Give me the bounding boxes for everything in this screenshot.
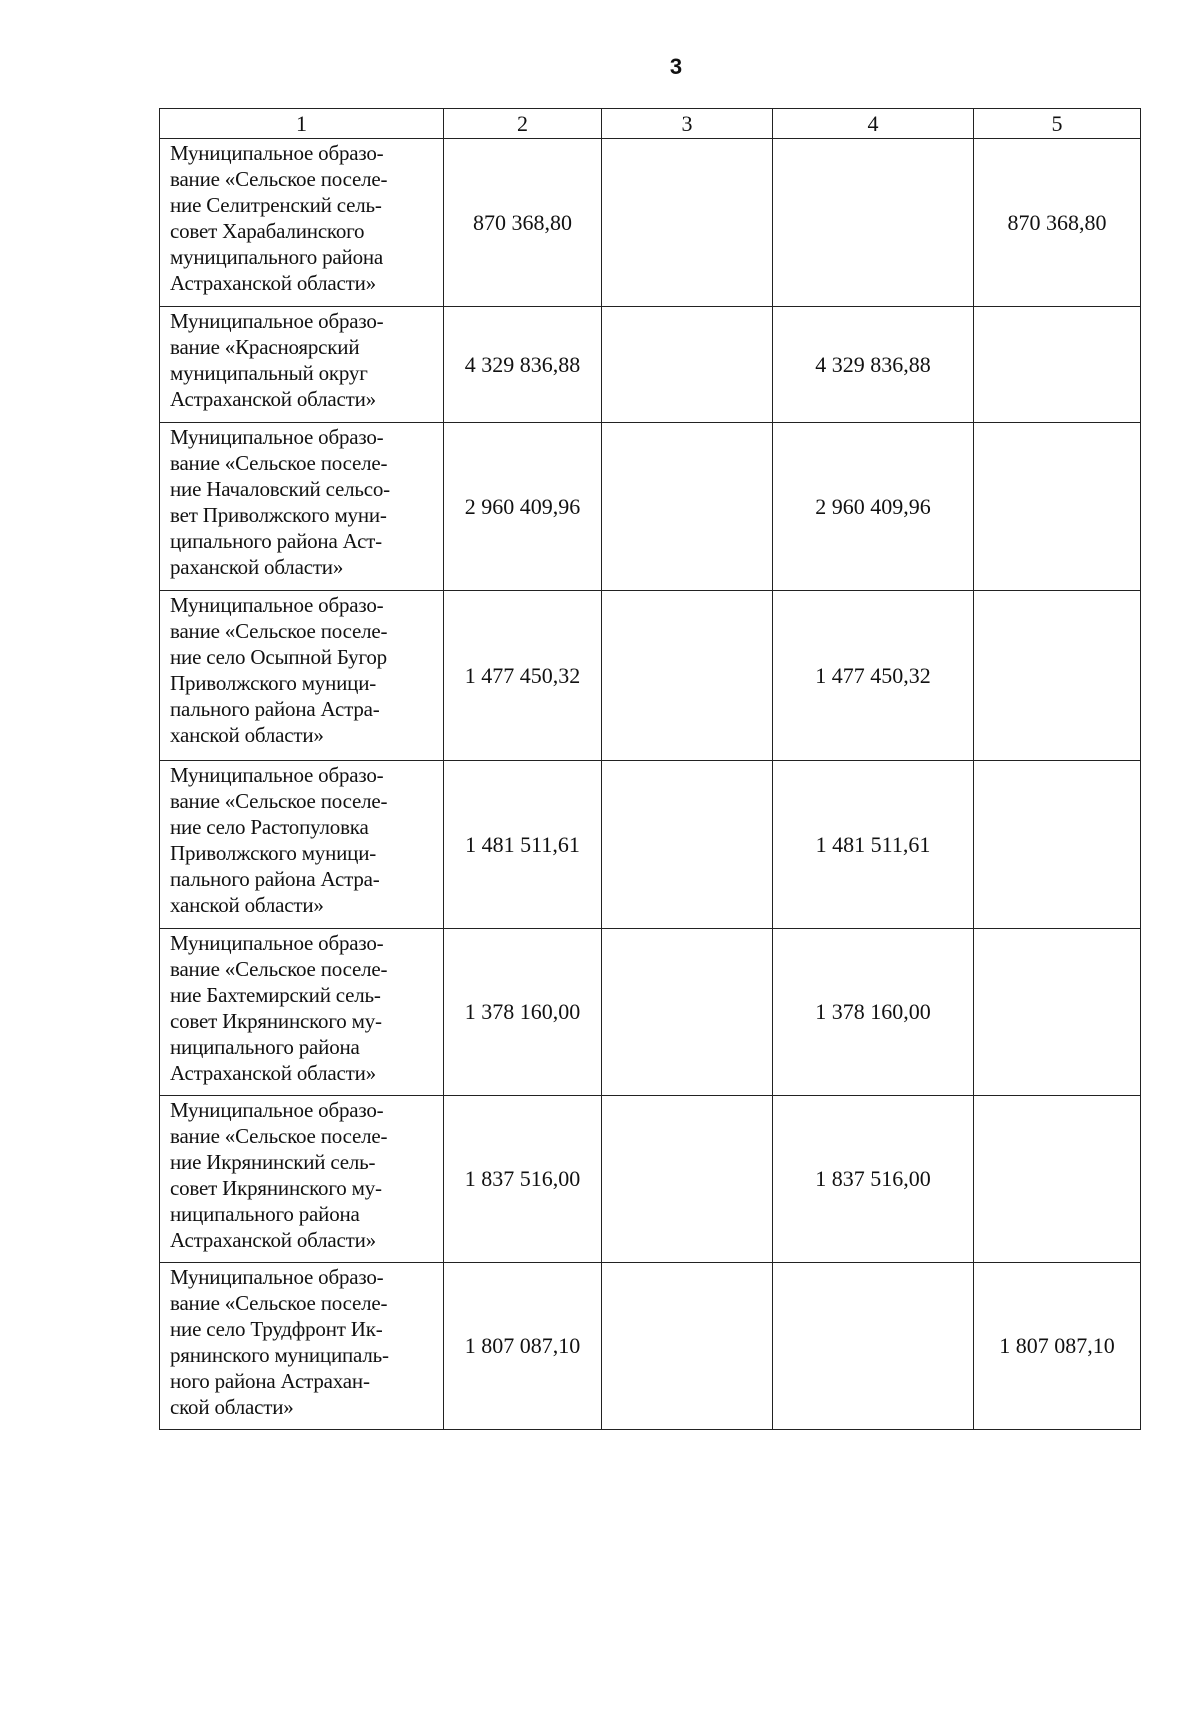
budget-allocation-table: [159, 108, 1141, 1430]
municipality-name-cell: Муниципальное образо- вание «Сельское поселе- ние село Осыпной Бугор Приволжского муници- пального района Астра- ханской области»: [160, 591, 444, 761]
municipality-name-cell: Муниципальное образо- вание «Сельское поселе- ние село Растопуловка Приволжского муници- пального района Астра- ханской области»: [160, 761, 444, 929]
amount-col4-cell: 1 837 516,00: [773, 1096, 974, 1263]
amount-col3-cell: [602, 929, 773, 1096]
amount-col5-cell: [974, 307, 1141, 423]
column-header-5: 5: [974, 109, 1141, 139]
amount-col5-cell: [974, 591, 1141, 761]
municipality-name-cell: Муниципальное образо- вание «Сельское поселе- ние Бахтемирский сель- совет Икрянинского му- ниципального района Астраханской области»: [160, 929, 444, 1096]
amount-col5-cell: [974, 929, 1141, 1096]
municipality-name-cell: Муниципальное образо- вание «Сельское поселе- ние Началовский сельсо- вет Приволжского муни- ципального района Аст- раханской области»: [160, 423, 444, 591]
amount-col3-cell: [602, 1096, 773, 1263]
municipality-name-cell: Муниципальное образо- вание «Сельское поселе- ние Селитренский сель- совет Харабалинского муниципального района Астраханской области»: [160, 139, 444, 307]
column-header-1: 1: [160, 109, 444, 139]
municipality-name-cell: Муниципальное образо- вание «Сельское поселе- ние село Трудфронт Ик- рянинского муниципаль- ного района Астрахан- ской области»: [160, 1263, 444, 1430]
amount-col2-cell: 2 960 409,96: [444, 423, 602, 591]
amount-col4-cell: [773, 139, 974, 307]
table-row: [160, 1263, 1141, 1430]
amount-col3-cell: [602, 1263, 773, 1430]
amount-col5-cell: [974, 1096, 1141, 1263]
amount-col5-cell: 870 368,80: [974, 139, 1141, 307]
amount-col4-cell: 2 960 409,96: [773, 423, 974, 591]
amount-col3-cell: [602, 761, 773, 929]
municipality-name-cell: Муниципальное образо- вание «Сельское поселе- ние Икрянинский сель- совет Икрянинского му- ниципального района Астраханской области»: [160, 1096, 444, 1263]
column-header-4: 4: [773, 109, 974, 139]
table-row: [160, 1096, 1141, 1263]
municipality-name-cell: Муниципальное образо- вание «Красноярский муниципальный округ Астраханской области»: [160, 307, 444, 423]
table-row: [160, 591, 1141, 761]
column-header-2: 2: [444, 109, 602, 139]
amount-col2-cell: 1 477 450,32: [444, 591, 602, 761]
table-row: [160, 929, 1141, 1096]
amount-col3-cell: [602, 423, 773, 591]
amount-col5-cell: [974, 423, 1141, 591]
amount-col4-cell: 4 329 836,88: [773, 307, 974, 423]
table-row: [160, 307, 1141, 423]
amount-col4-cell: [773, 1263, 974, 1430]
table-header-row: [160, 109, 1141, 139]
table-body: [160, 139, 1141, 1430]
table-row: [160, 761, 1141, 929]
table-row: [160, 423, 1141, 591]
amount-col3-cell: [602, 307, 773, 423]
page-number: 3: [669, 54, 683, 79]
amount-col2-cell: 1 837 516,00: [444, 1096, 602, 1263]
amount-col5-cell: 1 807 087,10: [974, 1263, 1141, 1430]
amount-col5-cell: [974, 761, 1141, 929]
amount-col2-cell: 1 481 511,61: [444, 761, 602, 929]
amount-col4-cell: 1 378 160,00: [773, 929, 974, 1096]
amount-col2-cell: 1 378 160,00: [444, 929, 602, 1096]
column-header-3: 3: [602, 109, 773, 139]
table-row: [160, 139, 1141, 307]
amount-col2-cell: 4 329 836,88: [444, 307, 602, 423]
amount-col4-cell: 1 477 450,32: [773, 591, 974, 761]
amount-col3-cell: [602, 139, 773, 307]
amount-col2-cell: 1 807 087,10: [444, 1263, 602, 1430]
amount-col4-cell: 1 481 511,61: [773, 761, 974, 929]
amount-col3-cell: [602, 591, 773, 761]
amount-col2-cell: 870 368,80: [444, 139, 602, 307]
